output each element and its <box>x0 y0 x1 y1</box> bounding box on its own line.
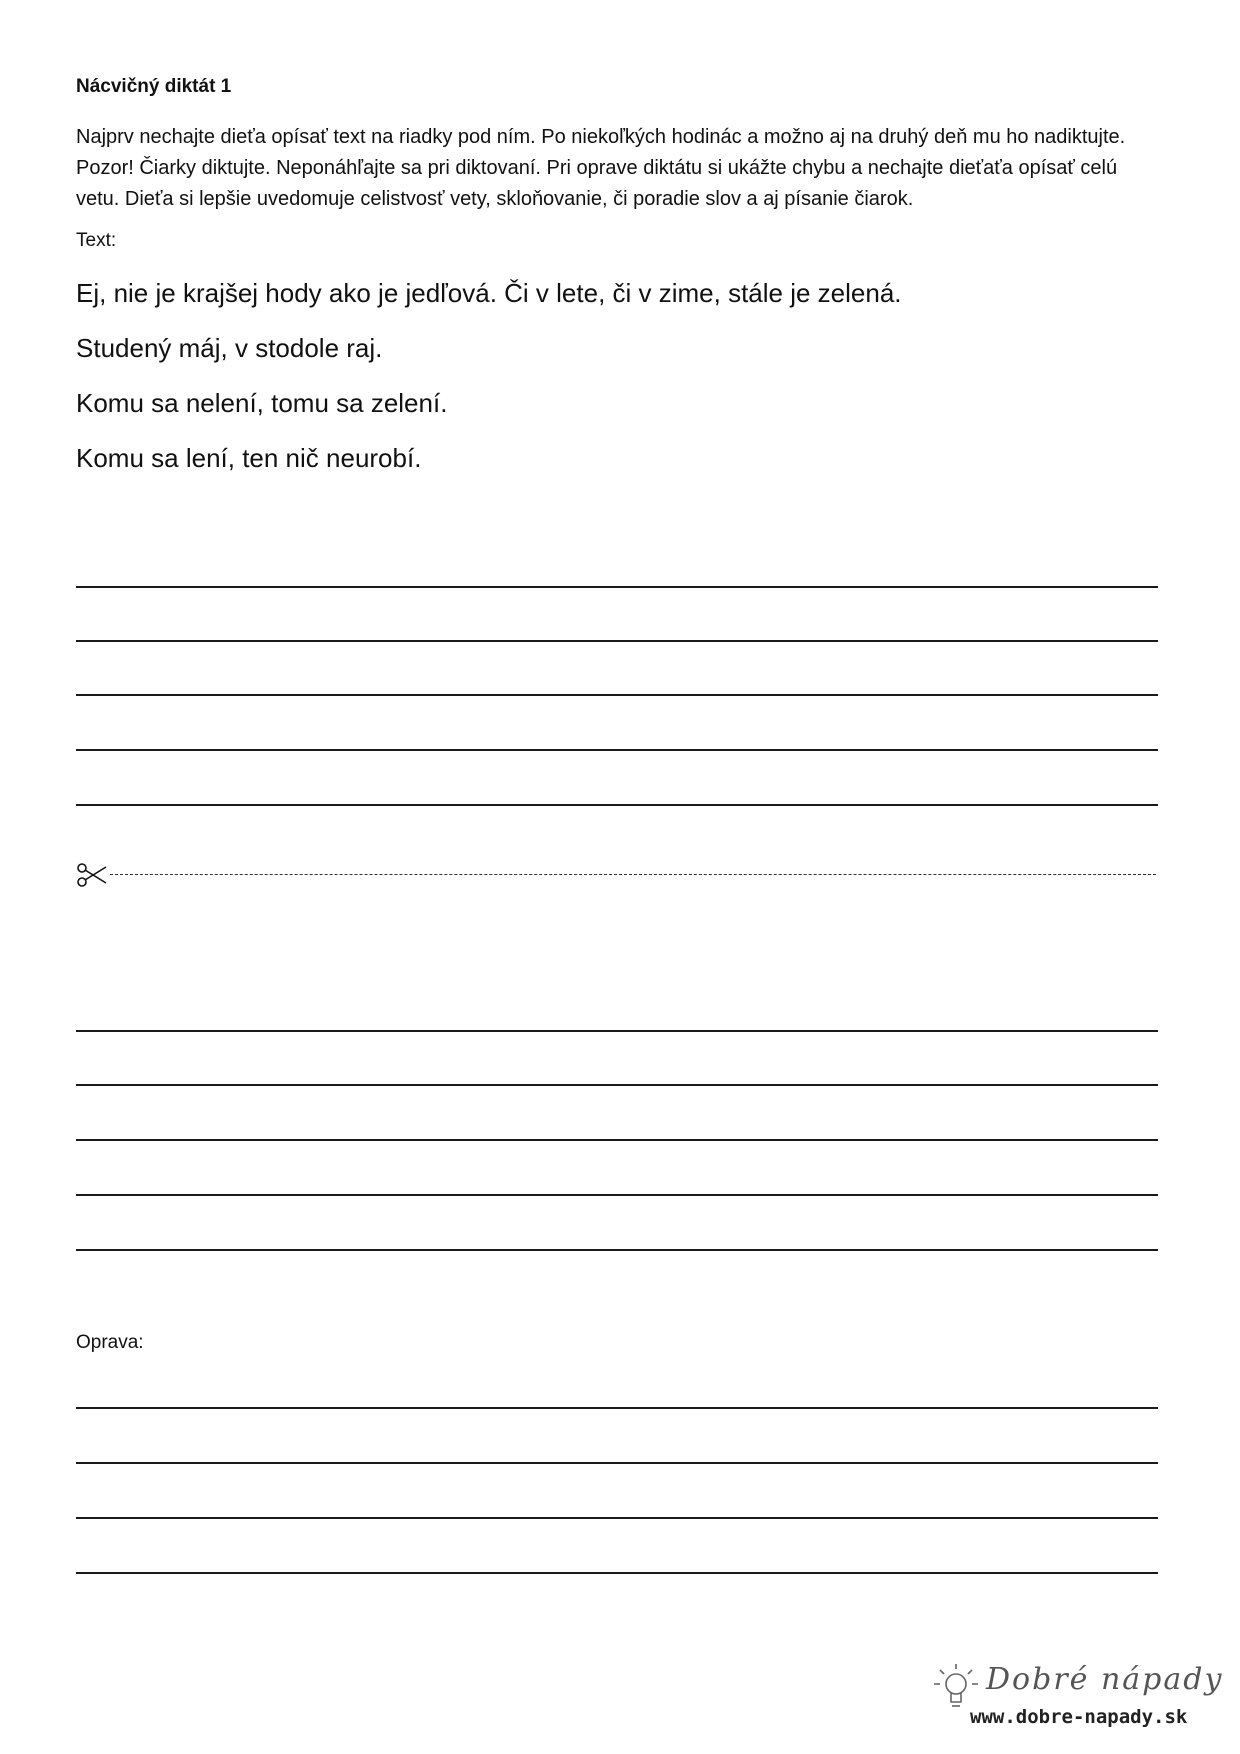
instructions-line: vetu. Dieťa si lepšie uvedomuje celistvosť vety, skloňovanie, či poradie slov a aj písanie čiarok. <box>76 188 914 210</box>
dictation-sentence: Komu sa lení, ten nič neurobí. <box>76 443 422 473</box>
text-label: Text: <box>76 230 117 251</box>
dashed-cut-line <box>110 874 1156 875</box>
copy-writing-line[interactable] <box>76 804 1158 806</box>
dictation-sentence: Komu sa nelení, tomu sa zelení. <box>76 388 448 418</box>
dictation-writing-line[interactable] <box>76 1030 1158 1032</box>
cut-line <box>76 862 1156 888</box>
correction-writing-line[interactable] <box>76 1517 1158 1519</box>
brand-logo <box>926 1660 1224 1736</box>
instructions-line: Pozor! Čiarky diktujte. Neponáhľajte sa pri diktovaní. Pri oprave diktátu si ukážte chybu a nechajte dieťaťa opísať celú <box>76 157 1118 179</box>
correction-writing-line[interactable] <box>76 1407 1158 1409</box>
copy-writing-line[interactable] <box>76 694 1158 696</box>
scissors-icon <box>76 862 108 888</box>
dictation-writing-line[interactable] <box>76 1194 1158 1196</box>
dictation-sentence: Studený máj, v stodole raj. <box>76 333 383 363</box>
correction-label: Oprava: <box>76 1332 144 1353</box>
dictation-writing-line[interactable] <box>76 1139 1158 1141</box>
copy-writing-line[interactable] <box>76 749 1158 751</box>
instructions-paragraph <box>76 122 1186 215</box>
copy-writing-line[interactable] <box>76 640 1158 642</box>
instructions-line: Najprv nechajte dieťa opísať text na riadky pod ním. Po niekoľkých hodinác a možno aj na druhý deň mu ho nadiktujte. <box>76 126 1126 148</box>
copy-writing-line[interactable] <box>76 586 1158 588</box>
worksheet-title: Nácvičný diktát 1 <box>76 76 232 97</box>
correction-writing-line[interactable] <box>76 1572 1158 1574</box>
dictation-writing-line[interactable] <box>76 1084 1158 1086</box>
dictation-sentence: Ej, nie je krajšej hody ako je jedľová. Či v lete, či v zime, stále je zelená. <box>76 278 902 308</box>
correction-writing-line[interactable] <box>76 1462 1158 1464</box>
logo-name: Dobré nápady <box>986 1662 1224 1697</box>
dictation-writing-line[interactable] <box>76 1249 1158 1251</box>
website-url[interactable]: www.dobre-napady.sk <box>970 1706 1188 1728</box>
